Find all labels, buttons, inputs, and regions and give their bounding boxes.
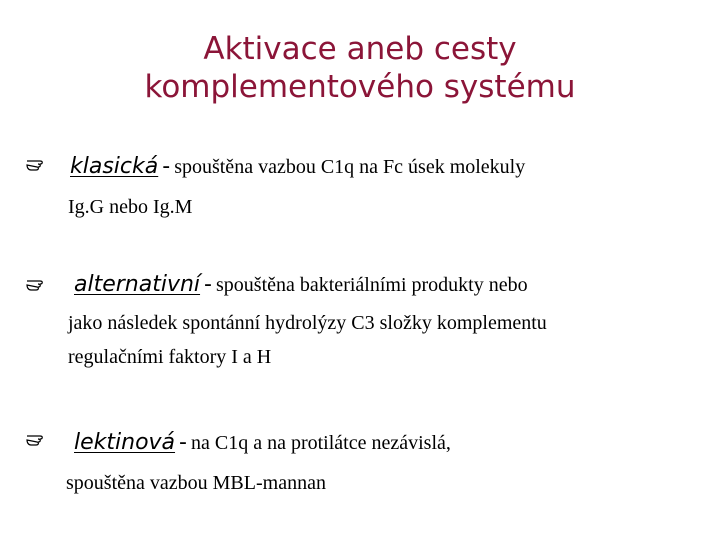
pointing-hand-icon [26, 430, 50, 446]
list-item-lectin [74, 430, 451, 455]
continuation-classic-1: Ig.G nebo Ig.M [68, 196, 193, 218]
continuation-alternative-2: regulačními faktory I a H [68, 346, 272, 368]
pointing-hand-icon [26, 155, 50, 171]
dash: - [162, 154, 171, 179]
term-alternative: alternativní [74, 272, 201, 297]
dash: - [179, 430, 187, 455]
term-classic: klasická [70, 154, 159, 179]
continuation-lectin-1: spouštěna vazbou MBL-mannan [66, 472, 326, 494]
continuation-alternative-1: jako následek spontánní hydrolýzy C3 složky komplementu [68, 312, 547, 334]
desc-lectin: na C1q a na protilátce nezávislá, [190, 432, 451, 454]
slide-title [0, 30, 720, 106]
desc-alternative: spouštěna bakteriálními produkty nebo [216, 274, 528, 296]
title-line-2: komplementového systému [144, 69, 576, 105]
title-line-1: Aktivace aneb cesty [203, 31, 517, 67]
pointing-hand-icon [26, 275, 50, 291]
list-item-alternative [74, 272, 528, 297]
list-item-classic [70, 154, 525, 179]
term-lectin: lektinová [74, 430, 176, 455]
desc-classic: spouštěna vazbou C1q na Fc úsek molekuly [174, 156, 526, 178]
dash: - [204, 272, 212, 297]
